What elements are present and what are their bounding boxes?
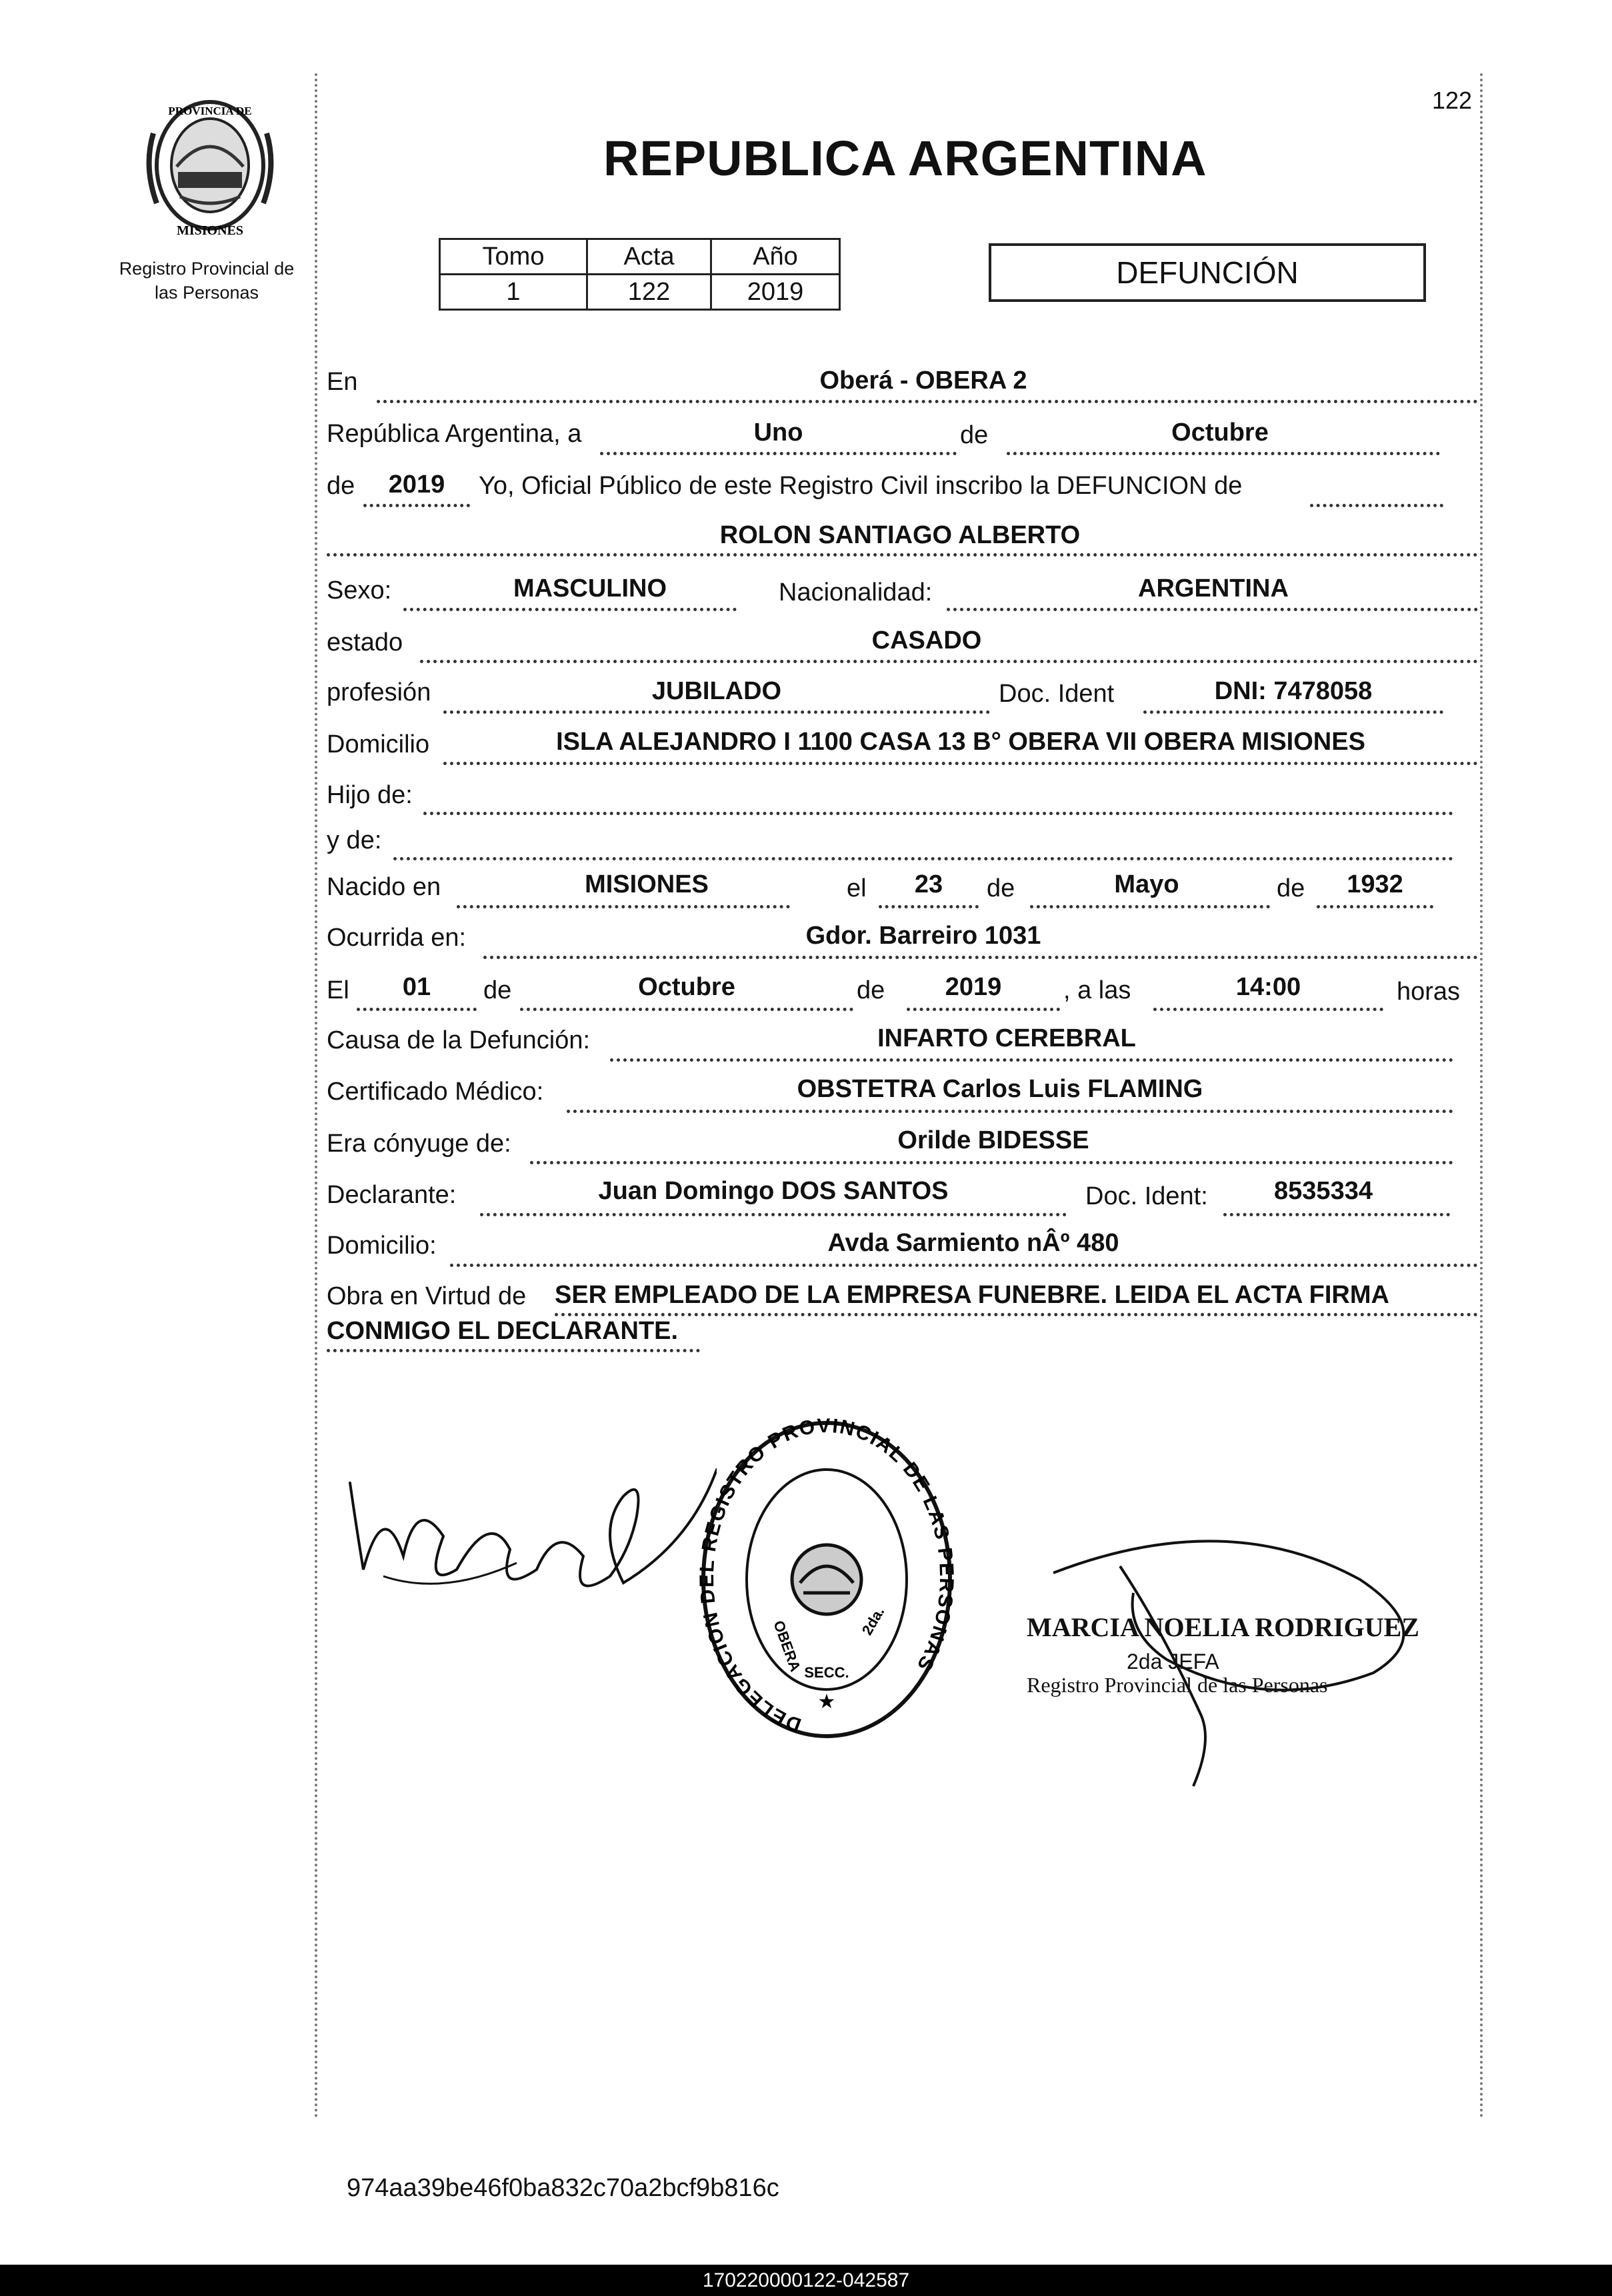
dotted-line [1310,504,1443,507]
seal-top-text: PROVINCIA DE [168,105,252,117]
issuer-name-line2: las Personas [154,283,259,303]
dotted-line [610,1058,1453,1062]
ref-value-anio: 2019 [711,275,840,310]
label-horas: horas [1397,978,1461,1006]
dotted-line [327,1349,700,1352]
dotted-line [1223,1213,1450,1216]
label-de: de [327,472,355,500]
label-declarante: Declarante: [327,1181,457,1209]
label-sexo: Sexo: [327,576,392,604]
seal-bottom-text: MISIONES [176,223,244,238]
official-org: Registro Provincial de las Personas [1027,1673,1328,1697]
ref-value-acta: 122 [587,275,711,310]
label-de: de [857,976,885,1004]
dotted-line [1143,710,1443,714]
issuer-name [100,257,313,305]
value-causa: INFARTO CEREBRAL [877,1024,1136,1052]
value-anio: 2019 [388,471,445,499]
value-fal-mes: Octubre [638,973,735,1001]
value-declarante-domicilio: Avda Sarmiento nÂº 480 [827,1229,1119,1257]
value-fal-hora: 14:00 [1235,973,1301,1001]
label-doc-ident: Doc. Ident [999,680,1115,708]
dotted-line [879,905,979,908]
value-nacido-en: MISIONES [585,870,709,898]
value-nac-dia: 23 [914,870,943,898]
label-obra: Obra en Virtud de [327,1282,527,1310]
label-conyuge: Era cónyuge de: [327,1130,511,1158]
reference-table [439,238,841,311]
ref-header-anio: Año [711,239,840,275]
value-ocurrida-en: Gdor. Barreiro 1031 [805,922,1041,950]
record-type-box: DEFUNCIÓN [989,243,1426,302]
ref-header-acta: Acta [587,239,711,275]
label-profesion: profesión [327,678,431,706]
value-dia-letras: Uno [753,419,803,447]
label-domicilio-declarante: Domicilio: [327,1232,437,1260]
label-republica: República Argentina, a [327,420,582,448]
left-margin-line [315,73,317,2119]
official-signature [1027,1520,1427,1799]
value-domicilio: ISLA ALEJANDRO I 1100 CASA 13 B° OBERA VII OBERA MISIONES [556,728,1365,756]
dotted-line [480,1213,1067,1216]
label-de: de [1277,874,1305,902]
page-title: REPUBLICA ARGENTINA [603,131,1207,186]
dotted-line [907,1008,1060,1011]
ref-value-tomo: 1 [440,275,587,310]
value-nombre: ROLON SANTIAGO ALBERTO [719,521,1081,549]
dotted-line [420,660,1478,663]
value-sexo: MASCULINO [513,574,667,602]
dotted-line [567,1110,1453,1113]
label-de: de [987,874,1015,902]
label-el: el [847,874,867,902]
dotted-line [363,504,470,507]
dotted-line [1007,452,1440,455]
value-declarante-doc: 8535334 [1274,1177,1373,1205]
page-number: 122 [1432,87,1473,114]
document-hash: 974aa39be46f0ba832c70a2bcf9b816c [347,2174,779,2202]
dotted-line [457,905,790,908]
stamp-star-icon: ★ [817,1691,836,1713]
label-a-las: , a las [1063,976,1131,1004]
dotted-line [393,857,1453,860]
dotted-line [450,1264,1478,1267]
dotted-line [357,1008,477,1011]
barcode-text: 170220000122-042587 [702,2269,910,2291]
provincial-coat-of-arms-logo [137,87,283,247]
value-conyuge: Orilde BIDESSE [897,1126,1089,1154]
dotted-line [483,956,1478,959]
dotted-line [443,762,1478,765]
label-doc-ident-declarante: Doc. Ident: [1085,1182,1208,1210]
right-margin-line [1480,73,1483,2119]
label-yo: Yo, Oficial Público de este Registro Civil inscribo la DEFUNCION de [479,472,1243,500]
dotted-line [1153,1008,1383,1011]
dotted-line [947,608,1478,611]
value-certificado: OBSTETRA Carlos Luis FLAMING [797,1075,1203,1103]
value-obra-line2: CONMIGO EL DECLARANTE. [327,1317,679,1345]
issuer-name-line1: Registro Provincial de [119,259,295,279]
dotted-line [1030,905,1270,908]
label-nacido-en: Nacido en [327,873,441,901]
label-de: de [483,976,512,1004]
dotted-line [443,710,990,714]
dotted-line [377,400,1478,403]
value-doc-ident: DNI: 7478058 [1214,677,1373,705]
value-nacionalidad: ARGENTINA [1138,574,1289,602]
dotted-line [530,1161,1453,1164]
stamp-ring-text: DELEGACION DEL REGISTRO PROVINCIAL DE LAS PERSONAS [695,1416,958,1736]
value-nac-mes: Mayo [1114,870,1179,898]
label-estado: estado [327,628,403,656]
label-el-fecha: El [327,976,349,1004]
label-certificado: Certificado Médico: [327,1078,544,1106]
value-declarante: Juan Domingo DOS SANTOS [598,1177,949,1205]
dotted-line [327,553,1478,557]
official-stamp [693,1416,960,1743]
stamp-inner-left: OBERA [770,1618,804,1674]
dotted-line [520,1008,853,1011]
label-de: de [960,421,989,449]
dotted-line [403,608,737,611]
ref-header-tomo: Tomo [440,239,587,275]
dotted-line [555,1313,1478,1316]
dotted-line [1317,905,1433,908]
value-obra-line1: SER EMPLEADO DE LA EMPRESA FUNEBRE. LEIDA EL ACTA FIRMA [555,1281,1389,1309]
official-name: MARCIA NOELIA RODRIGUEZ [1027,1612,1419,1642]
label-en: En [327,368,358,396]
declarant-signature [343,1436,717,1623]
value-profesion: JUBILADO [651,677,782,705]
official-role: 2da JEFA [1127,1650,1219,1674]
value-estado: CASADO [871,626,982,654]
value-mes: Octubre [1171,419,1269,447]
dotted-line [600,452,957,455]
label-domicilio: Domicilio [327,730,430,758]
label-causa: Causa de la Defunción: [327,1026,591,1054]
label-ocurrida-en: Ocurrida en: [327,924,467,952]
label-nacionalidad: Nacionalidad: [779,578,933,606]
stamp-inner-right: 2da. [858,1604,888,1638]
label-hijo-de: Hijo de: [327,781,413,809]
dotted-line [423,812,1453,815]
value-fal-anio: 2019 [945,973,1002,1001]
value-lugar: Oberá - OBERA 2 [819,367,1027,395]
label-y-de: y de: [327,826,382,854]
stamp-inner-bottom: SECC. [804,1664,849,1681]
value-nac-anio: 1932 [1347,870,1403,898]
value-fal-dia: 01 [402,973,431,1001]
